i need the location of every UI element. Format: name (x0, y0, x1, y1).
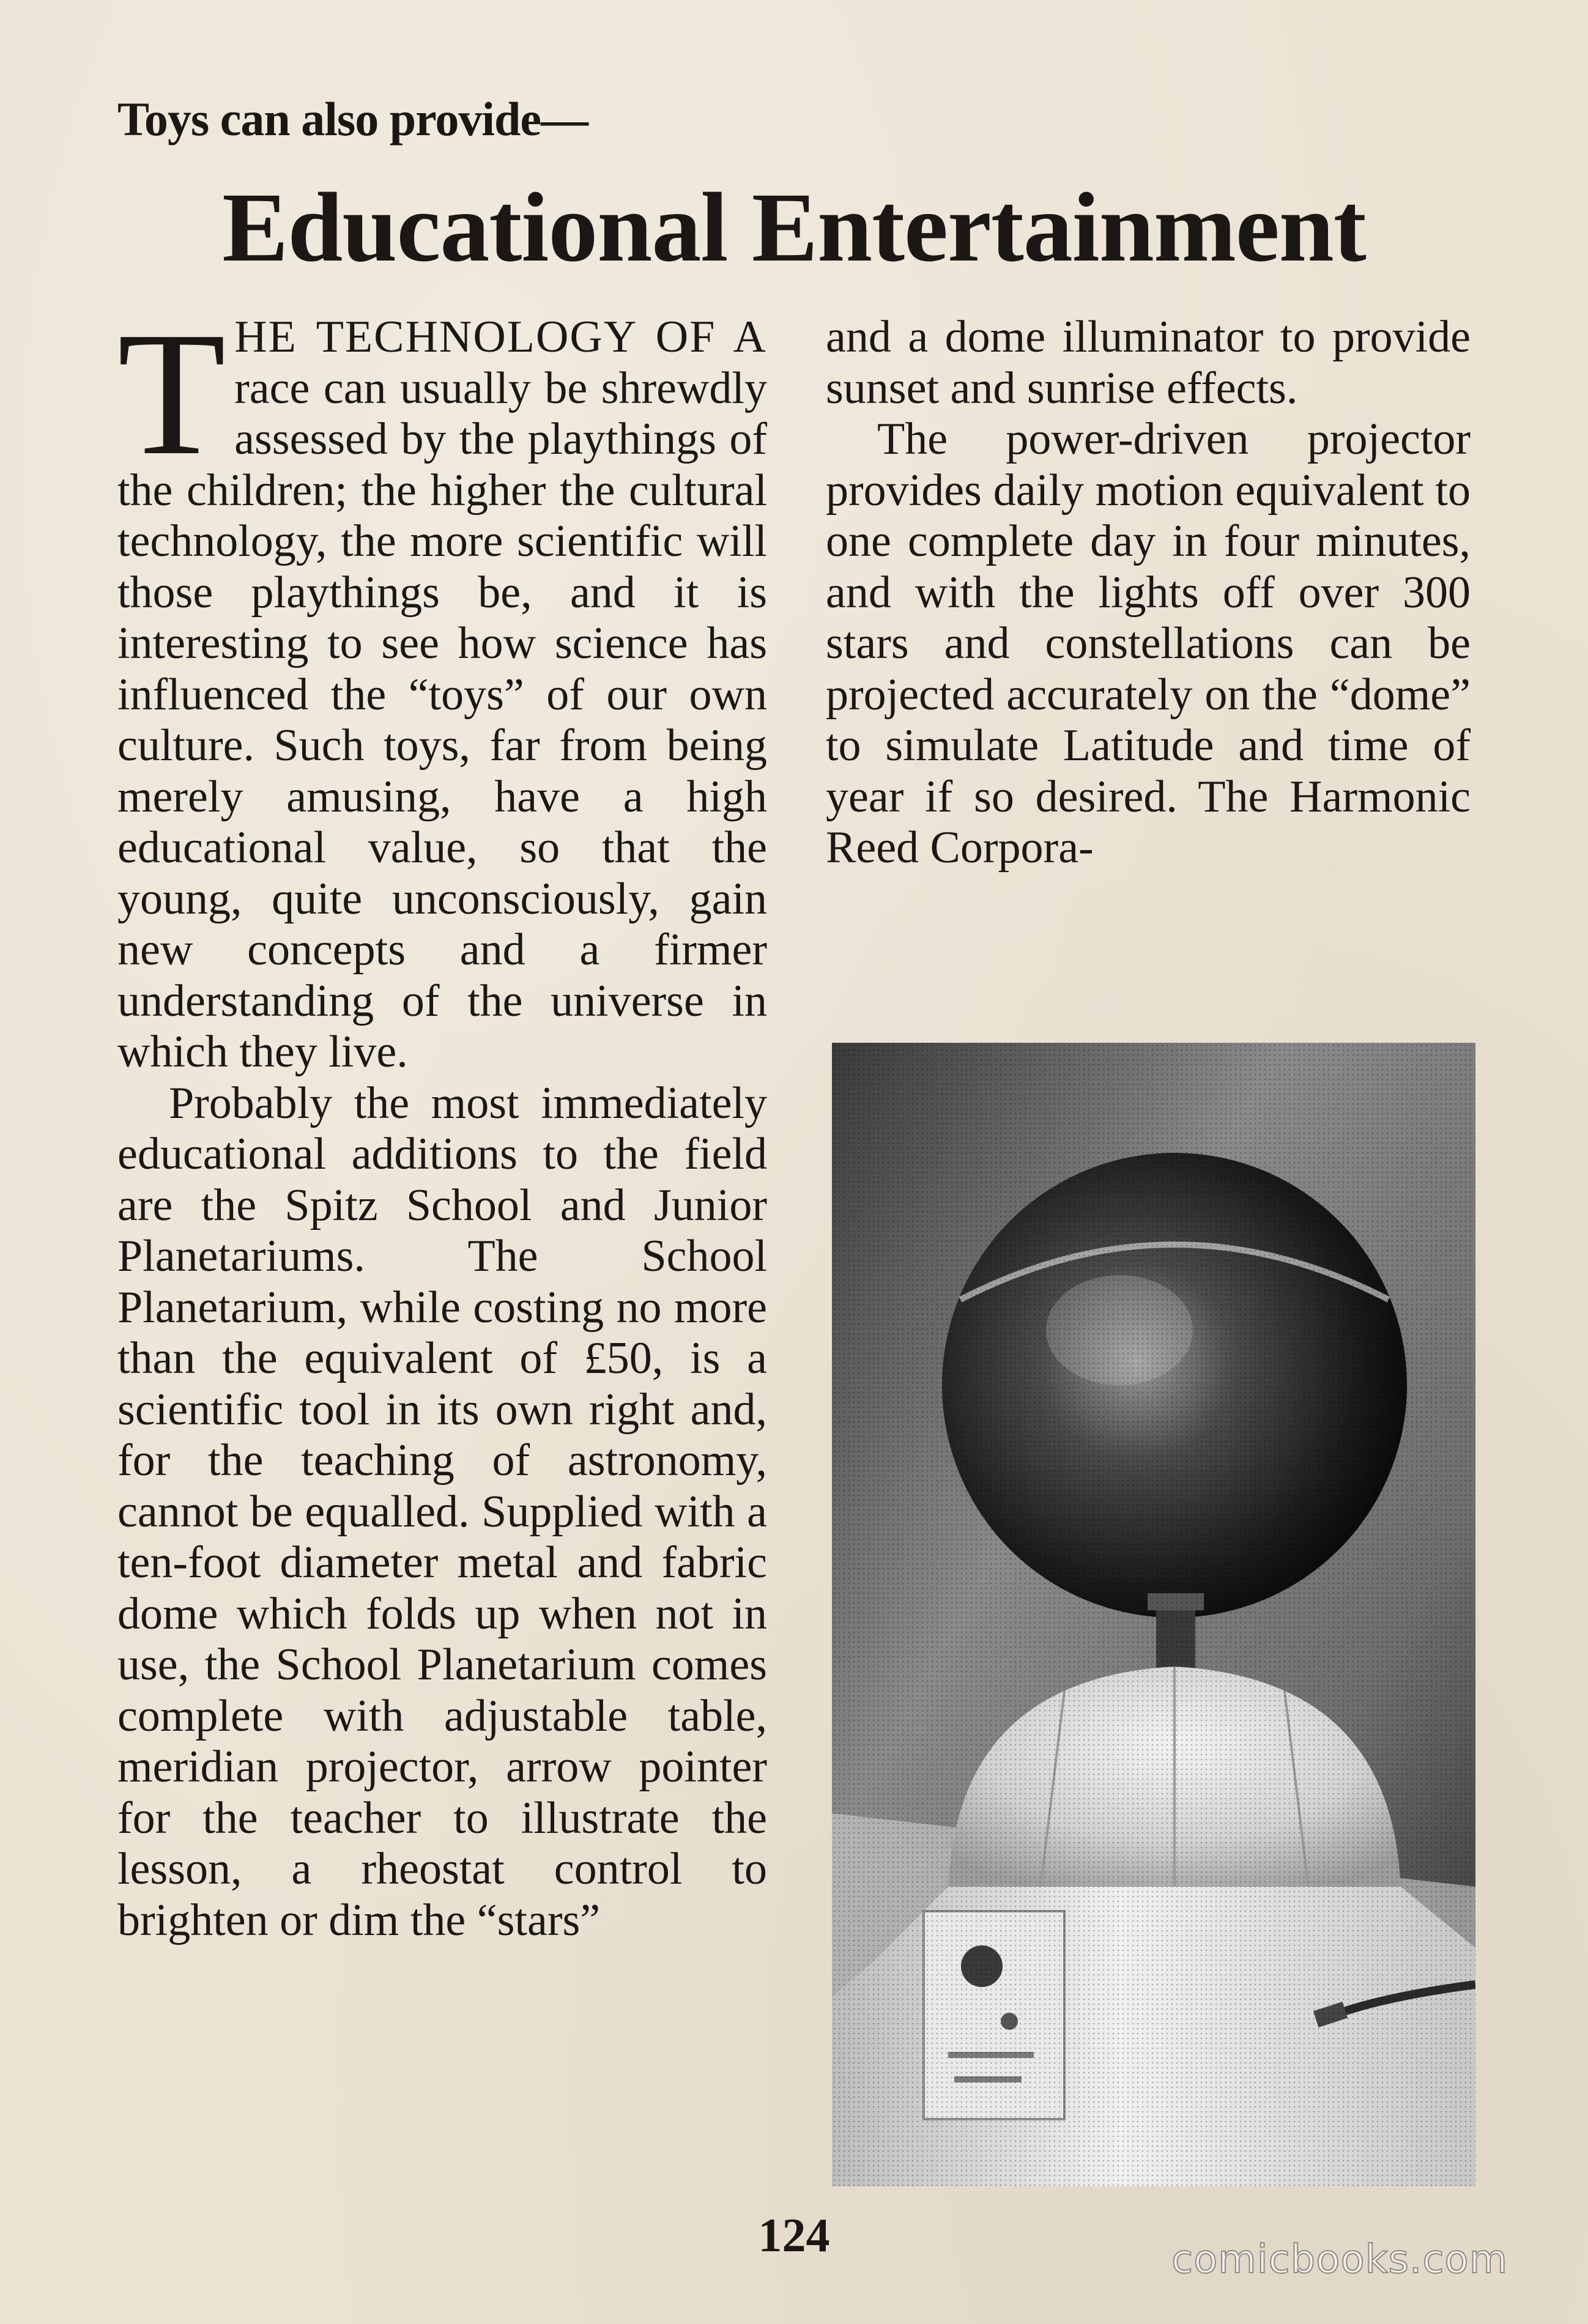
watermark: comicbooks.com (1171, 2237, 1508, 2282)
article-title: Educational Entertainment (222, 173, 1366, 283)
left-column (117, 295, 767, 1946)
paragraph-1-text: race can usually be shrewdly assessed by the playthings of the children; the higher the cultural technology, the more scientific will those playthings be, and it is interesting to see how science has influenced the “toys” of our own culture. Such toys, far from being merely amusing, have a high educational value, so that the young, quite unconsciously, gain new concepts and a firmer understanding of the universe in which they live. (117, 363, 767, 1077)
paragraph-1 (117, 295, 767, 1078)
paragraph-2-continued: and a dome illuminator to provide sunset and sunrise effects. (826, 312, 1471, 413)
paragraph-3: The power-driven projector provides daily motion equivalent to one complete day in four minutes, and with the lights off over 300 stars and constellations can be projected accurately on the “dome” to simulate Latitude and time of year if so desired. The Harmonic Reed Corpora- (826, 414, 1471, 873)
planetarium-photo (832, 1043, 1475, 2186)
article-kicker: Toys can also provide— (117, 92, 588, 146)
right-column (826, 312, 1471, 874)
drop-cap: T (117, 295, 226, 492)
page-number: 124 (758, 2208, 830, 2262)
lead-small-caps: HE TECHNOLOGY OF A (234, 312, 767, 362)
paragraph-2: Probably the most immediately educational additions to the field are the Spitz School and Junior Planetariums. The School Planetarium, while costing no more than the equivalent of £50, is a scientific tool in its own right and, for the teaching of astronomy, cannot be equalled. Supplied with a ten-foot diameter metal and fabric dome which folds up when not in use, the School Planetarium comes complete with adjustable table, meridian projector, arrow pointer for the teacher to illustrate the lesson, a rheostat control to brighten or dim the “stars” (117, 1078, 767, 1945)
